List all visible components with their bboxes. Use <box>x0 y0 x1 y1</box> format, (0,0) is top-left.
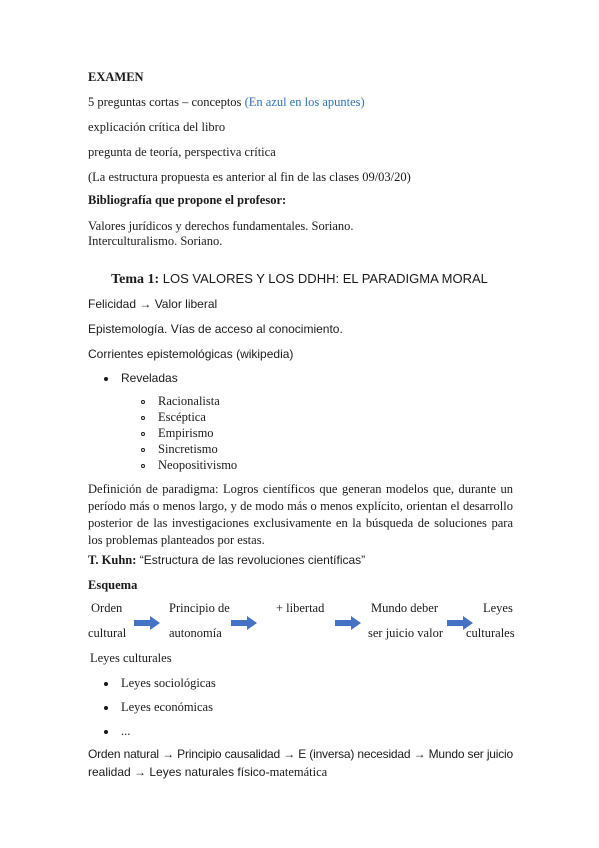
cultural-laws-label: Leyes culturales <box>90 651 172 665</box>
exam-line-1 <box>88 95 365 110</box>
right-arrow-icon <box>134 616 160 630</box>
scheme-node-label: + libertad <box>276 601 325 615</box>
revealed-subitem: Escéptica <box>158 410 206 424</box>
bullet-dot-icon <box>104 730 108 734</box>
exam-line-1-blue-note: (En azul en los apuntes) <box>244 95 365 109</box>
natural-order-line-2-suffix: -matemática <box>265 765 328 779</box>
revealed-subitem: Sincretismo <box>158 442 218 456</box>
kuhn-book-title: “Estructura de las revoluciones científicas” <box>136 553 366 567</box>
scheme-node-label: Leyes <box>483 601 513 615</box>
scheme-node-label: Orden <box>91 601 123 615</box>
cultural-law-item: Leyes sociológicas <box>121 676 216 690</box>
natural-order-line-2 <box>88 765 327 780</box>
natural-order-line-2-text: realidad → Leyes naturales físico <box>88 765 266 779</box>
exam-line-2: explicación crítica del libro <box>88 120 226 134</box>
bullet-ring-icon <box>141 400 145 404</box>
bullet-dot-icon <box>104 706 108 710</box>
cultural-law-item: ... <box>121 724 131 738</box>
exam-line-3: pregunta de teoría, perspectiva crítica <box>88 145 276 159</box>
paradigm-definition: Definición de paradigma: Logros científicos que generan modelos que, durante un período más o menos largo, y de modo más o menos explícito, orientan el desarrollo posterior de las investigaciones exclusivamente en la búsqueda de soluciones para los problemas planteados por estas. <box>88 482 513 547</box>
scheme-node-label: Mundo deber <box>371 601 438 615</box>
epistemologia-line: Epistemología. Vías de acceso al conocimiento. <box>88 322 343 336</box>
revealed-subitem: Neopositivismo <box>158 458 238 472</box>
topic-title <box>0 271 599 287</box>
bullet-dot-icon <box>104 682 108 686</box>
bullet-ring-icon <box>141 464 145 468</box>
kuhn-author: T. Kuhn: <box>88 553 137 567</box>
exam-line-4: (La estructura propuesta es anterior al fin de las clases 09/03/20) <box>88 170 411 184</box>
topic-name: LOS VALORES Y LOS DDHH: EL PARADIGMA MORAL <box>159 271 488 286</box>
revealed-subitem: Racionalista <box>158 394 220 408</box>
right-arrow-icon <box>335 616 361 630</box>
felicidad-line: Felicidad → Valor liberal <box>88 297 218 311</box>
exam-heading: EXAMEN <box>88 70 144 84</box>
natural-order-line-1: Orden natural → Principio causalidad → E (inversa) necesidad → Mundo ser juicio <box>88 747 513 761</box>
exam-line-1-text: 5 preguntas cortas – conceptos <box>88 95 245 109</box>
corrientes-line: Corrientes epistemológicas (wikipedia) <box>88 347 294 361</box>
scheme-node-label: cultural <box>88 626 127 640</box>
right-arrow-icon <box>231 616 257 630</box>
scheme-node-label: Principio de <box>169 601 230 615</box>
bullet-dot-icon <box>104 377 108 381</box>
scheme-node-label: autonomía <box>169 626 222 640</box>
bullet-ring-icon <box>141 416 145 420</box>
revealed-subitem: Empirismo <box>158 426 214 440</box>
revealed-label: Reveladas <box>121 371 178 385</box>
scheme-node-label: ser juicio valor <box>368 626 443 640</box>
topic-label: Tema 1: <box>111 272 160 287</box>
kuhn-line <box>88 553 365 568</box>
bibliography-item: Interculturalismo. Soriano. <box>88 234 223 248</box>
bibliography-item: Valores jurídicos y derechos fundamentales. Soriano. <box>88 219 354 233</box>
bullet-ring-icon <box>141 432 145 436</box>
cultural-law-item: Leyes económicas <box>121 700 213 714</box>
scheme-heading: Esquema <box>88 578 138 592</box>
scheme-node-label: culturales <box>466 626 515 640</box>
bullet-ring-icon <box>141 448 145 452</box>
bibliography-heading: Bibliografía que propone el profesor: <box>88 193 287 207</box>
right-arrow-icon <box>447 616 473 630</box>
